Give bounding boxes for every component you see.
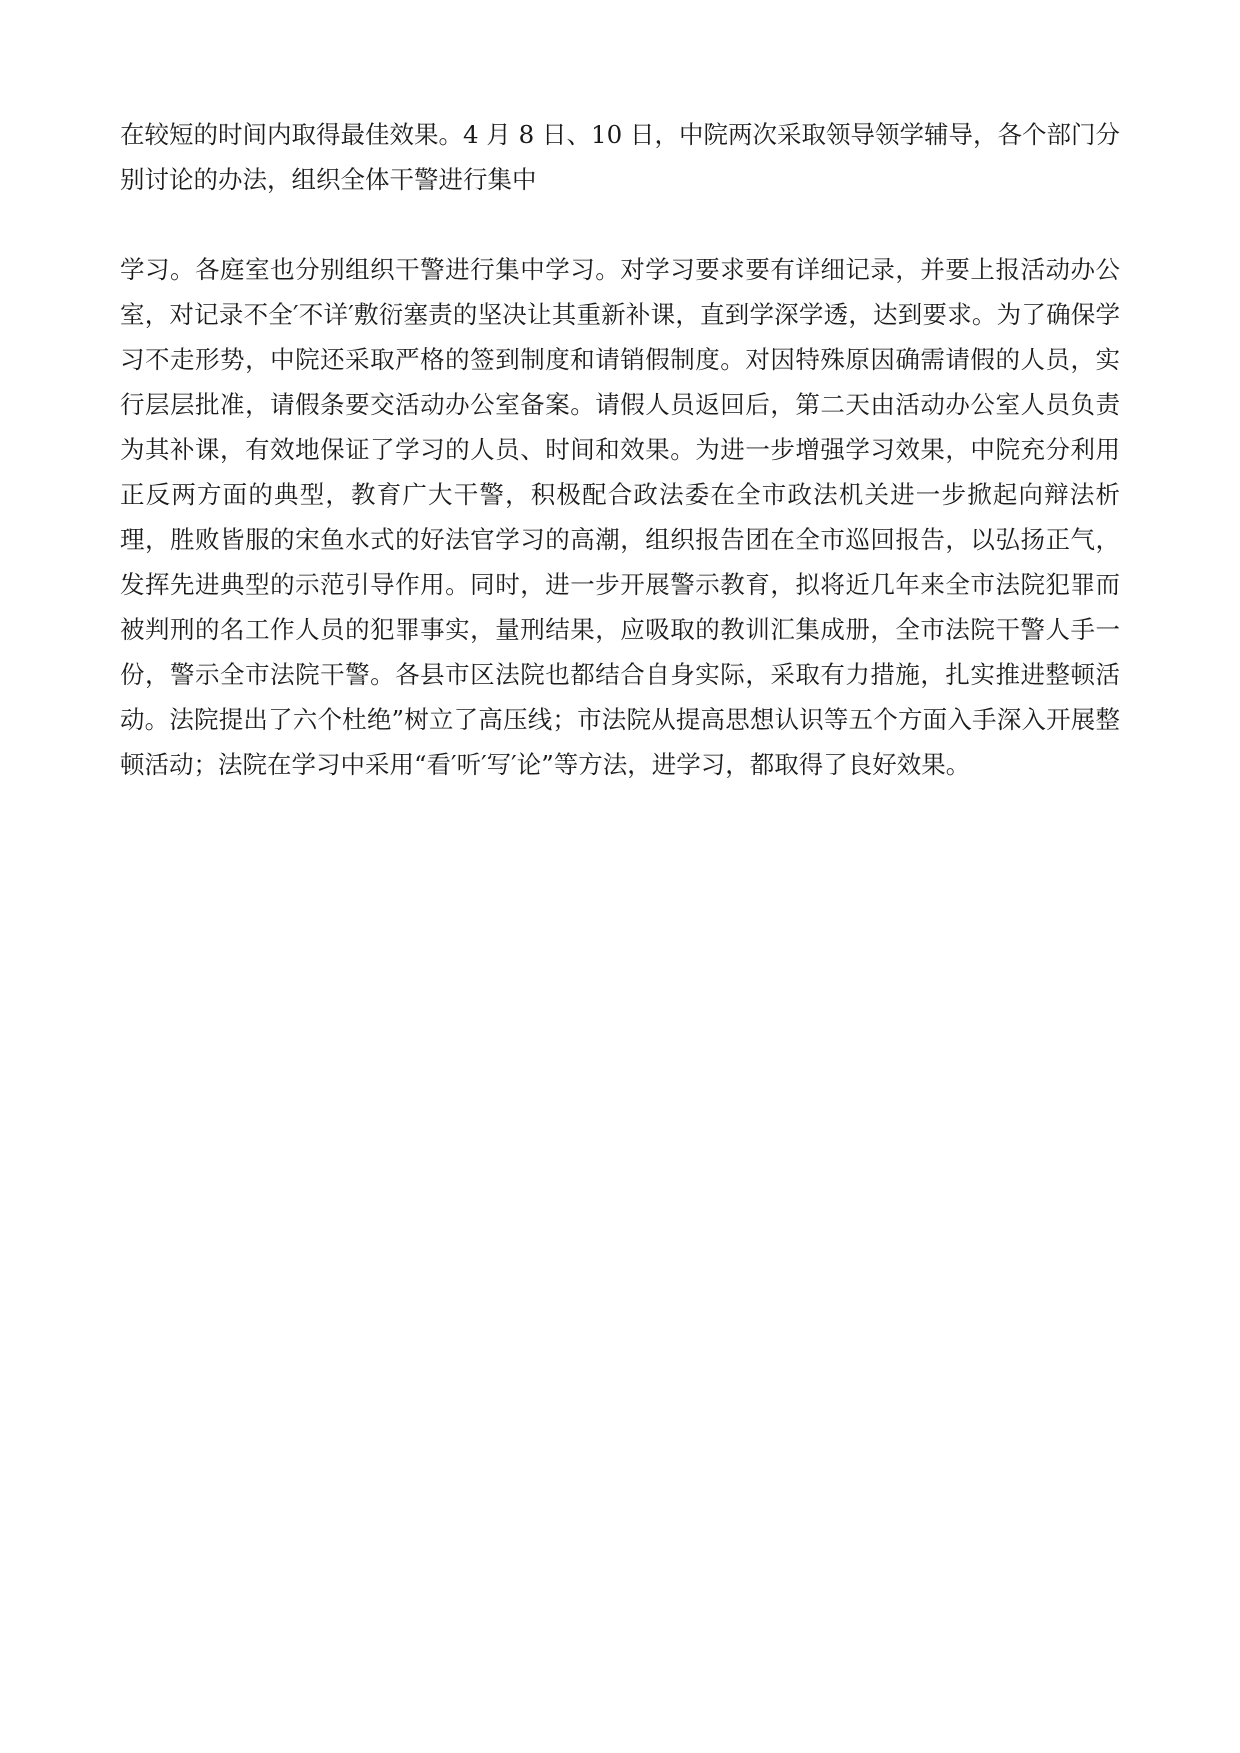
document-page [120,112,1120,787]
paragraph: 学习。各庭室也分别组织干警进行集中学习。对学习要求要有详细记录，并要上报活动办公室，对记录不全′不详′敷衍塞责的坚决让其重新补课，直到学深学透，达到要求。为了确保学习不走形势，中院还采取严格的签到制度和请销假制度。对因特殊原因确需请假的人员，实行层层批准，请假条要交活动办公室备案。请假人员返回后，第二天由活动办公室人员负责为其补课，有效地保证了学习的人员、时间和效果。为进一步增强学习效果，中院充分利用正反两方面的典型，教育广大干警，积极配合政法委在全市政法机关进一步掀起向辩法析理，胜败皆服的宋鱼水式的好法官学习的高潮，组织报告团在全市巡回报告，以弘扬正气，发挥先进典型的示范引导作用。同时，进一步开展警示教育，拟将近几年来全市法院犯罪而被判刑的名工作人员的犯罪事实，量刑结果，应吸取的教训汇集成册，全市法院干警人手一份，警示全市法院干警。各县市区法院也都结合自身实际，采取有力措施，扎实推进整顿活动。法院提出了六个杜绝”树立了高压线；市法院从提高思想认识等五个方面入手深入开展整顿活动；法院在学习中采用“看′听′写′论”等方法，进学习，都取得了良好效果。 [120,255,1120,779]
paragraph: 在较短的时间内取得最佳效果。4 月 8 日、10 日，中院两次采取领导领学辅导，各个部门分别讨论的办法，组织全体干警进行集中 [120,120,1120,194]
